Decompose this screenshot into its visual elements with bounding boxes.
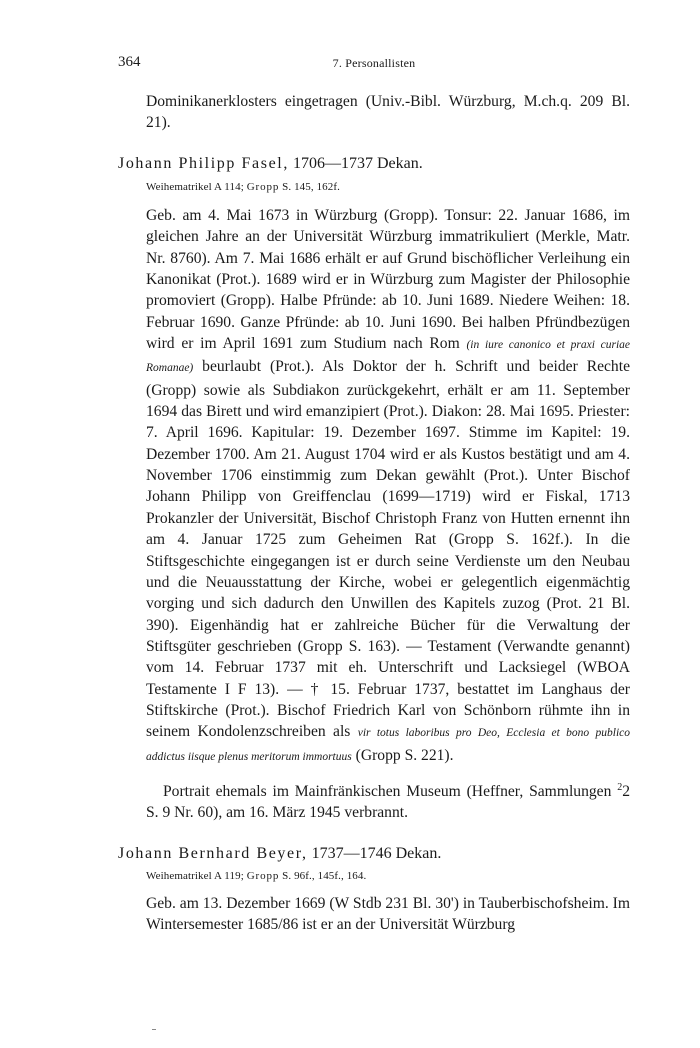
entry-heading-beyer [118,845,441,863]
ref-text: Weihematrikel A 119; [146,870,247,882]
entry-body-fasel [146,205,630,768]
entry-heading-fasel [118,155,423,173]
entry-references-beyer [146,870,366,882]
ref-pages: S. 145, 162f. [279,181,340,193]
page-mark [152,1029,156,1030]
entry-dates: 1737—1746 Dekan. [311,845,442,862]
entry-references-fasel [146,181,340,193]
ref-pages: S. 96f., 145f., 164. [279,870,367,882]
entry-dates: 1706—1737 Dekan. [292,155,423,172]
running-title: 7. Personallisten [332,56,416,70]
body-text: beurlaubt (Prot.). Als Doktor der h. Schrift und beider Rechte (Gropp) sowie als Subdiakon zurückgekehrt, erhält er am 11. September 1694 das Birett und wird emanzipiert (Prot.). Diakon: 28. Mai 1695. Priester: 7. April 1696. Kapitular: 19. Dezember 1697. Stimme im Kapitel: 19. Dezember 1700. Am 21. August 1704 wird er als Kustos bestätigt und am 4. November 1706 einstimmig zum Dekan gewählt (Prot.). Unter Bischof Johann Philipp von Greiffenclau (1699—1719) wird er Fiskal, 1713 Prokanzler der Universität, Bischof Christoph Franz von Hutten ernennt ihn am 4. Januar 1725 zum Geheimen Rat (Gropp S. 162f.). In die Stiftsgeschichte eingegangen ist er durch seine Verdienste um den Neubau und die Neuausstattung der Kirche, wobei er gelegentlich eigenmächtig vorging und sich dadurch den Unwillen des Kapitels zuzog (Prot. 21 Bl. 390). Eigenhändig hat er zahlreiche Bücher für die Verwaltung der Stiftsgüter geschrieben (Gropp S. 163). — Testament (Verwandte genannt) vom 14. Februar 1737 mit eh. Unterschrift und Lacksiegel (WBOA Testamente I F 13). — † 15. Februar 1737, bestattet im Langhaus der Stiftskirche (Prot.). Bischof Friedrich Karl von Schönborn rühmte ihn in seinem Kondolenzschreiben als [146,358,630,741]
body-text: (Gropp S. 221). [351,746,454,764]
continuation-paragraph: Dominikanerklosters eingetragen (Univ.-Bibl. Würzburg, M.ch.q. 209 Bl. 21). [146,93,630,132]
page-number: 364 [118,54,141,70]
body-text: Portrait ehemals im Mainfränkischen Museum (Heffner, Sammlungen [163,783,618,800]
superscript: 2 [617,781,623,793]
ref-text: Weihematrikel A 114; [146,181,247,193]
body-text: 2 S. 9 Nr. 60), am 16. März 1945 verbrannt. [146,783,630,822]
entry-name: Johann Bernhard Beyer, [118,845,308,862]
entry-body-beyer: Geb. am 13. Dezember 1669 (W Stdb 231 Bl. 30') in Tauberbischofsheim. Im Wintersemester 1685/86 ist er an der Universität Würzburg [146,895,630,934]
ref-author: Gropp [246,181,280,193]
portrait-paragraph [146,781,630,824]
page-header [118,54,630,74]
entry-name: Johann Philipp Fasel, [118,155,289,172]
latin-quote: vir totus laboribus pro Deo, Ecclesia et bono publico addictus iisque plenus meritorum immortuus [146,727,631,763]
body-text: Geb. am 4. Mai 1673 in Würzburg (Gropp). Tonsur: 22. Januar 1686, im gleichen Jahre an der Universität Würzburg immatrikuliert (Merkle, Matr. Nr. 8760). Am 7. Mai 1686 erhält er auf Grund bischöflicher Verleihung ein Kanonikat (Prot.). 1689 wird er in Würzburg zum Magister der Philosophie promoviert (Gropp). Halbe Pfründe: ab 10. Juni 1689. Niedere Weihen: 18. Februar 1690. Ganze Pfründe: ab 10. Juni 1690. Bei halben Pfründbezügen wird er im April 1691 zum Studium nach Rom [146,207,630,353]
ref-author: Gropp [246,870,280,882]
latin-quote: (in iure canonico et praxi curiae Romanae) [146,339,630,375]
